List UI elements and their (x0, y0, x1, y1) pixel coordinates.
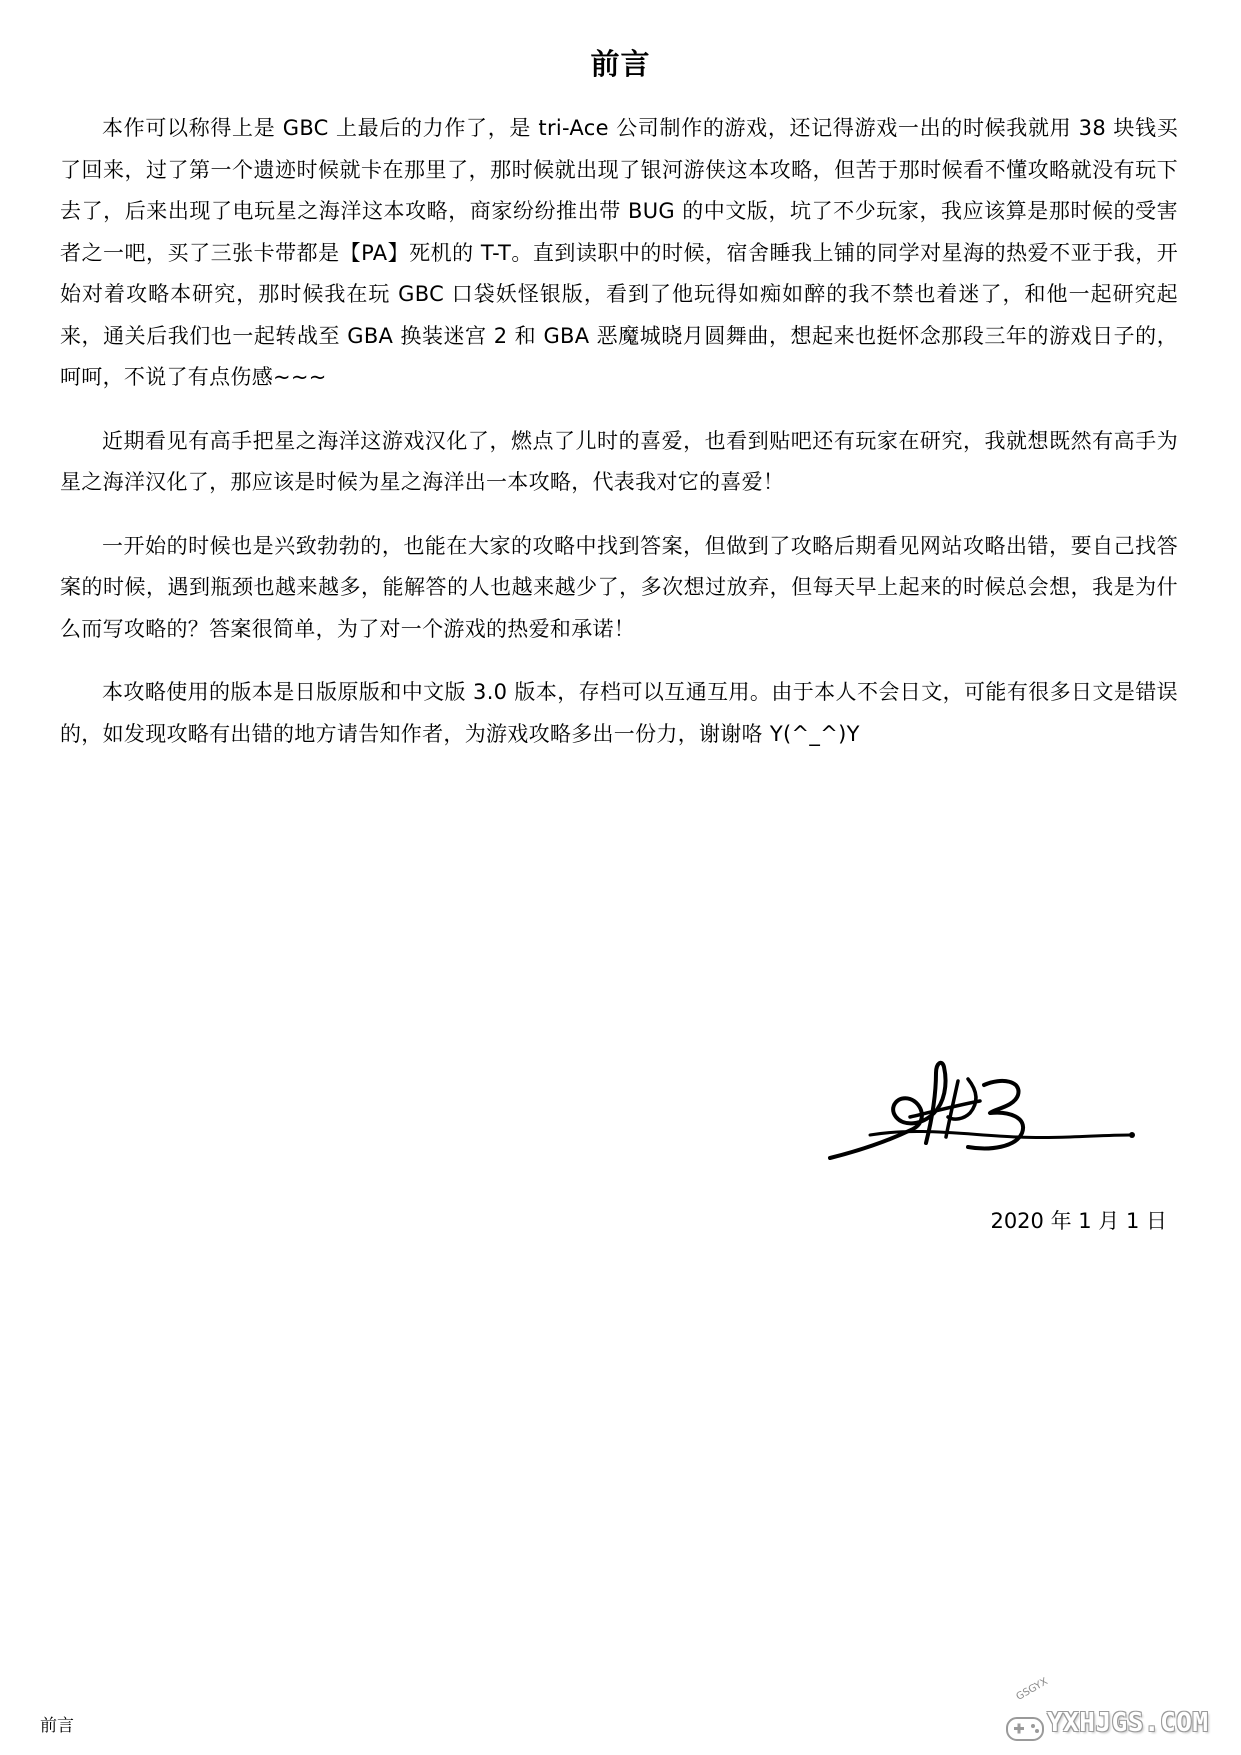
paragraph-1: 本作可以称得上是 GBC 上最后的力作了，是 tri-Ace 公司制作的游戏，还记得游戏一出的时候我就用 38 块钱买了回来，过了第一个遗迹时候就卡在那里了，那时候就出现了银河游侠这本攻略，但苦于那时候看不懂攻略就没有玩下去了，后来出现了电玩星之海洋这本攻略，商家纷纷推出带 BUG 的中文版，坑了不少玩家，我应该算是那时候的受害者之一吧，买了三张卡带都是【PA】死机的 T-T。直到读职中的时候，宿舍睡我上铺的同学对星海的热爱不亚于我，开始对着攻略本研究，那时候我在玩 GBC 口袋妖怪银版，看到了他玩得如痴如醉的我不禁也着迷了，和他一起研究起来，通关后我们也一起转战至 GBA 换装迷宫 2 和 GBA 恶魔城晓月圆舞曲，想起来也挺怀念那段三年的游戏日子的，呵呵，不说了有点伤感~~~ (60, 116, 1178, 389)
site-watermark (1001, 1676, 1231, 1750)
paragraph-3: 一开始的时候也是兴致勃勃的，也能在大家的攻略中找到答案，但做到了攻略后期看见网站攻略出错，要自己找答案的时候，遇到瓶颈也越来越多，能解答的人也越来越少了，多次想过放弃，但每天早上起来的时候总会想，我是为什么而写攻略的？答案很简单，为了对一个游戏的热爱和承诺！ (60, 533, 1178, 641)
footer-section-label: 前言 (40, 1716, 74, 1736)
page-title: 前言 (590, 47, 651, 81)
document-date: 2020 年 1 月 1 日 (990, 1209, 1167, 1233)
watermark-small-text: GSGYX (1014, 1676, 1050, 1703)
body-text (60, 108, 1178, 777)
watermark-text: YXHJGS.COM (1047, 1708, 1209, 1738)
handwritten-signature (818, 1055, 1158, 1175)
paragraph-4: 本攻略使用的版本是日版原版和中文版 3.0 版本，存档可以互通互用。由于本人不会日文，可能有很多日文是错误的，如发现攻略有出错的地方请告知作者，为游戏攻略多出一份力，谢谢咯 Y(^_^)Y (60, 680, 1178, 746)
paragraph-2: 近期看见有高手把星之海洋这游戏汉化了，燃点了儿时的喜爱，也看到贴吧还有玩家在研究，我就想既然有高手为星之海洋汉化了，那应该是时候为星之海洋出一本攻略，代表我对它的喜爱！ (60, 428, 1178, 494)
